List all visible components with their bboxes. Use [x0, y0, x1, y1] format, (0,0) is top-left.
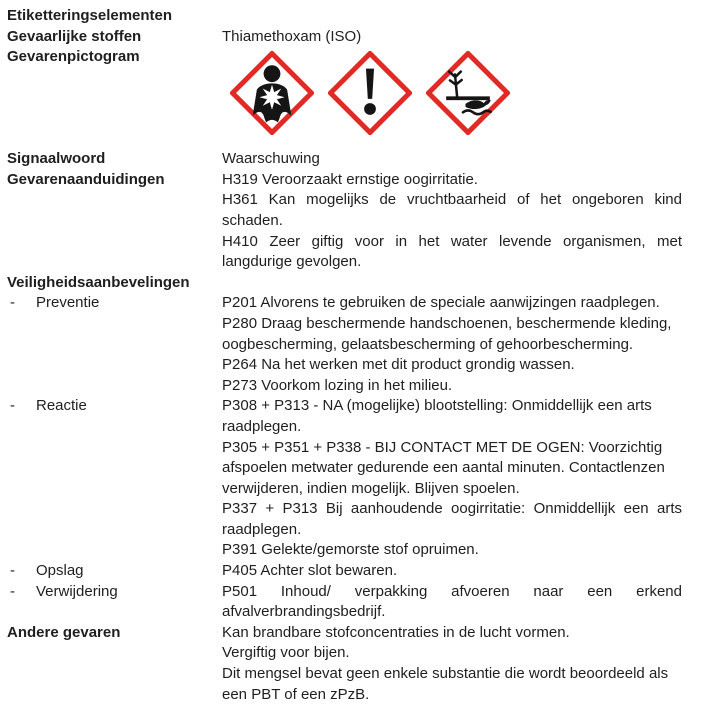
precautionary-statement-p308-p313: P308 + P313 - NA (mogelijke) blootstelling: Onmiddellijk een arts raadplegen. [222, 397, 652, 435]
precautionary-statement-p391: P391 Gelekte/gemorste stof opruimen. [222, 541, 479, 559]
hazard-statement-h361: H361 Kan mogelijks de vruchtbaarheid of het ongeboren kind schaden. [222, 191, 682, 229]
pictogram-label: Gevarenpictogram [7, 48, 140, 66]
precautionary-label: Veiligheidsaanbevelingen [7, 273, 190, 291]
heading-row [7, 6, 716, 27]
bullet-dash: - [10, 582, 15, 600]
disposal-row [7, 582, 716, 623]
other-hazards-label: Andere gevaren [7, 623, 121, 641]
precautionary-heading-row [7, 273, 716, 294]
pictogram-row [7, 47, 716, 149]
signal-word-row [7, 149, 716, 170]
section-heading: Etiketteringselementen [7, 7, 173, 24]
ghs08-health-hazard-icon [230, 51, 314, 135]
group-label-verwijdering: Verwijdering [36, 582, 118, 600]
other-hazards-row [7, 623, 716, 705]
hazard-statements-label: Gevarenaanduidingen [7, 170, 165, 188]
other-hazard-dust: Kan brandbare stofconcentraties in de lucht vormen. [222, 623, 570, 641]
hazardous-substances-label: Gevaarlijke stoffen [7, 27, 142, 45]
other-hazard-pbt: Dit mengsel bevat geen enkele substantie die wordt beoordeeld als een PBT of een zPzB. [222, 665, 669, 703]
group-label-preventie: Preventie [36, 294, 100, 312]
precautionary-statement-p273: P273 Voorkom lozing in het milieu. [222, 376, 453, 394]
precautionary-statement-p280: P280 Draag beschermende handschoenen, beschermende kleding, oogbescherming, gelaatsbescherming of gehoorbescherming. [222, 314, 672, 353]
ghs-pictogram-group [230, 51, 682, 135]
bullet-dash: - [10, 294, 15, 312]
signal-word-value: Waarschuwing [222, 150, 320, 168]
precautionary-statement-p305-p351-p338: P305 + P351 + P338 - BIJ CONTACT MET DE OGEN: Voorzichtig afspoelen metwater gedurende een aantal minuten. Contactlenzen verwijderen, indien mogelijk. Blijven spoelen. [222, 438, 665, 497]
precautionary-statement-p264: P264 Na het werken met dit product grondig wassen. [222, 356, 575, 374]
other-hazard-bees: Vergiftig voor bijen. [222, 644, 350, 662]
precautionary-statement-p405: P405 Achter slot bewaren. [222, 562, 398, 580]
response-row [7, 396, 716, 561]
group-label-opslag: Opslag [36, 562, 84, 580]
bullet-dash: - [10, 397, 15, 415]
hazard-statement-h410: H410 Zeer giftig voor in het water levende organismen, met langdurige gevolgen. [222, 232, 682, 271]
ghs07-exclamation-icon [328, 51, 412, 135]
hazardous-substances-row [7, 27, 716, 48]
ghs09-environment-icon [426, 51, 510, 135]
precautionary-statement-p337-p313: P337 + P313 Bij aanhoudende oogirritatie: Onmiddellijk een arts raadplegen. [222, 500, 682, 538]
bullet-dash: - [10, 562, 15, 580]
precautionary-statement-p201: P201 Alvorens te gebruiken de speciale aanwijzingen raadplegen. [222, 294, 660, 312]
hazard-statement-h319: H319 Veroorzaakt ernstige oogirritatie. [222, 170, 478, 188]
hazardous-substances-value: Thiamethoxam (ISO) [222, 27, 362, 45]
storage-row [7, 561, 716, 582]
group-label-reactie: Reactie [36, 397, 87, 415]
signal-word-label: Signaalwoord [7, 150, 106, 168]
prevention-row [7, 293, 716, 396]
precautionary-statement-p501: P501 Inhoud/ verpakking afvoeren naar een erkend afvalverbrandingsbedrijf. [222, 582, 682, 621]
hazard-statements-row [7, 170, 716, 273]
